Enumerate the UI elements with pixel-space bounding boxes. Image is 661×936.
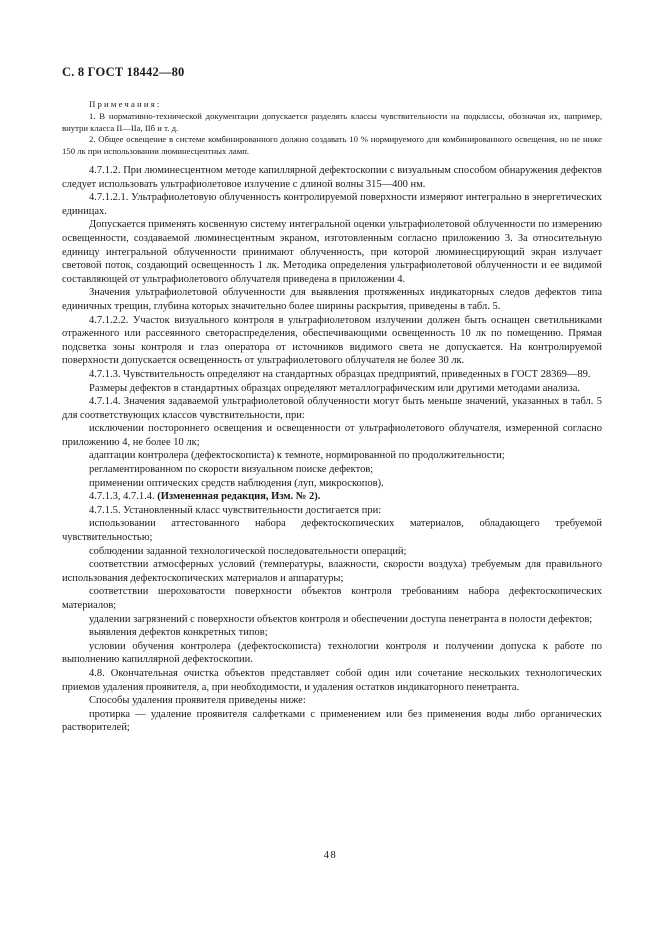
- paragraph: условии обучения контролера (дефектоскописта) технологии контроля и получении допуска к работе по выполнению капиллярной дефектоскопии.: [62, 640, 602, 666]
- paragraph: 4.7.1.2.2. Участок визуального контроля в ультрафиолетовом излучении должен быть оснащен светильниками отраженного или рассеянного светораспределения, обеспечивающими освещенность 10 лк по помещению. Прямая подсветка зоны контроля и глаз оператора от источников видимого света не допускается. На контролируемой поверхности допускается освещенность от ультрафиолетового облучателя не более 30 лк.: [62, 314, 602, 367]
- notes-title: Примечания:: [89, 99, 162, 109]
- paragraph: адаптации контролера (дефектоскописта) к темноте, нормированной по продолжительности;: [89, 450, 505, 462]
- paragraph: соблюдении заданной технологической последовательности операций;: [89, 545, 407, 557]
- paragraph: 4.7.1.2. При люминесцентном методе капиллярной дефектоскопии с визуальным способом обнаружения дефектов следует использовать ультрафиолетовое излучение с длиной волны 315—400 нм.: [62, 165, 602, 190]
- paragraph: Способы удаления проявителя приведены ниже:: [89, 695, 306, 707]
- paragraph: 4.7.1.3. Чувствительность определяют на стандартных образцах предприятий, приведенных в ГОСТ 28369—89.: [89, 368, 591, 380]
- paragraph: удалении загрязнений с поверхности объектов контроля и обеспечении доступа пенетранта в полости дефектов;: [89, 613, 593, 625]
- revision-bold: (Измененная редакция, Изм. № 2).: [157, 491, 321, 503]
- paragraph: применении оптических средств наблюдения (луп, микроскопов).: [89, 477, 384, 489]
- paragraph: регламентированном по скорости визуальном поиске дефектов;: [89, 464, 374, 476]
- paragraph: 4.7.1.4. Значения задаваемой ультрафиолетовой облученности могут быть меньше значений, указанных в табл. 5 для соответствующих классов чувствительности, при:: [62, 396, 602, 421]
- body-text: [62, 164, 602, 735]
- notes-block: [62, 99, 602, 158]
- paragraph: 4.7.1.2.1. Ультрафиолетовую облученность контролируемой поверхности измеряют интегрально в энергетических единицах.: [62, 192, 602, 217]
- note-item: 2. Общее освещение в системе комбинированного должно создавать 10 % нормируемого для комбинированного освещения, но не ниже 150 лк при использовании люминесцентных ламп.: [62, 134, 602, 157]
- paragraph: Допускается применять косвенную систему интегральной оценки ультрафиолетовой облученности по измерению освещенности, создаваемой люминесцентным экраном, изготовленным согласно приложению 3. За относительную единицу интегральной облученности принимают облученность, при которой люминесцирующий экран излучает световой поток, создающий освещенность 1 лк. Методика определения ультрафиолетовой облученности и ее видимой составляющей от ультрафиолетового облучателя приведена в приложении 4.: [62, 219, 602, 285]
- revision-prefix: 4.7.1.3, 4.7.1.4.: [89, 491, 158, 503]
- page-header: С. 8 ГОСТ 18442—80: [62, 65, 185, 79]
- paragraph: соответствии атмосферных условий (температуры, влажности, скорости воздуха) требуемым для правильного использования дефектоскопических материалов и аппаратуры;: [62, 559, 602, 584]
- paragraph: исключении постороннего освещения и освещенности от ультрафиолетового облучателя, измеренной согласно приложению 4, не более 10 лк;: [62, 423, 602, 448]
- paragraph: выявления дефектов конкретных типов;: [89, 627, 268, 639]
- paragraph: Размеры дефектов в стандартных образцах определяют металлографическим или другими методами анализа.: [89, 382, 581, 394]
- page-number: 48: [323, 850, 338, 861]
- paragraph: 4.8. Окончательная очистка объектов представляет собой один или сочетание нескольких технологических приемов удаления проявителя, а, при необходимости, и удаления остатков индикаторного пенетранта.: [62, 667, 602, 693]
- paragraph: протирка — удаление проявителя салфетками с применением или без применения воды либо органических растворителей;: [62, 708, 602, 734]
- revision-note: [62, 490, 602, 504]
- paragraph: 4.7.1.5. Установленный класс чувствительности достигается при:: [89, 504, 382, 516]
- paragraph: соответствии шероховатости поверхности объектов контроля требованиям набора дефектоскопических материалов;: [62, 586, 602, 611]
- paragraph: использовании аттестованного набора дефектоскопических материалов, обладающего требуемой чувствительностью;: [62, 518, 602, 544]
- paragraph: Значения ультрафиолетовой облученности для выявления протяженных индикаторных следов дефектов типа единичных трещин, глубина которых значительно более ширины раскрытия, приведены в табл. 5.: [62, 287, 602, 312]
- note-item: 1. В нормативно-технической документации допускается разделять классы чувствительности на подклассы, обозначая их, например, внутри класса II—IIа, IIб и т. д.: [62, 110, 602, 133]
